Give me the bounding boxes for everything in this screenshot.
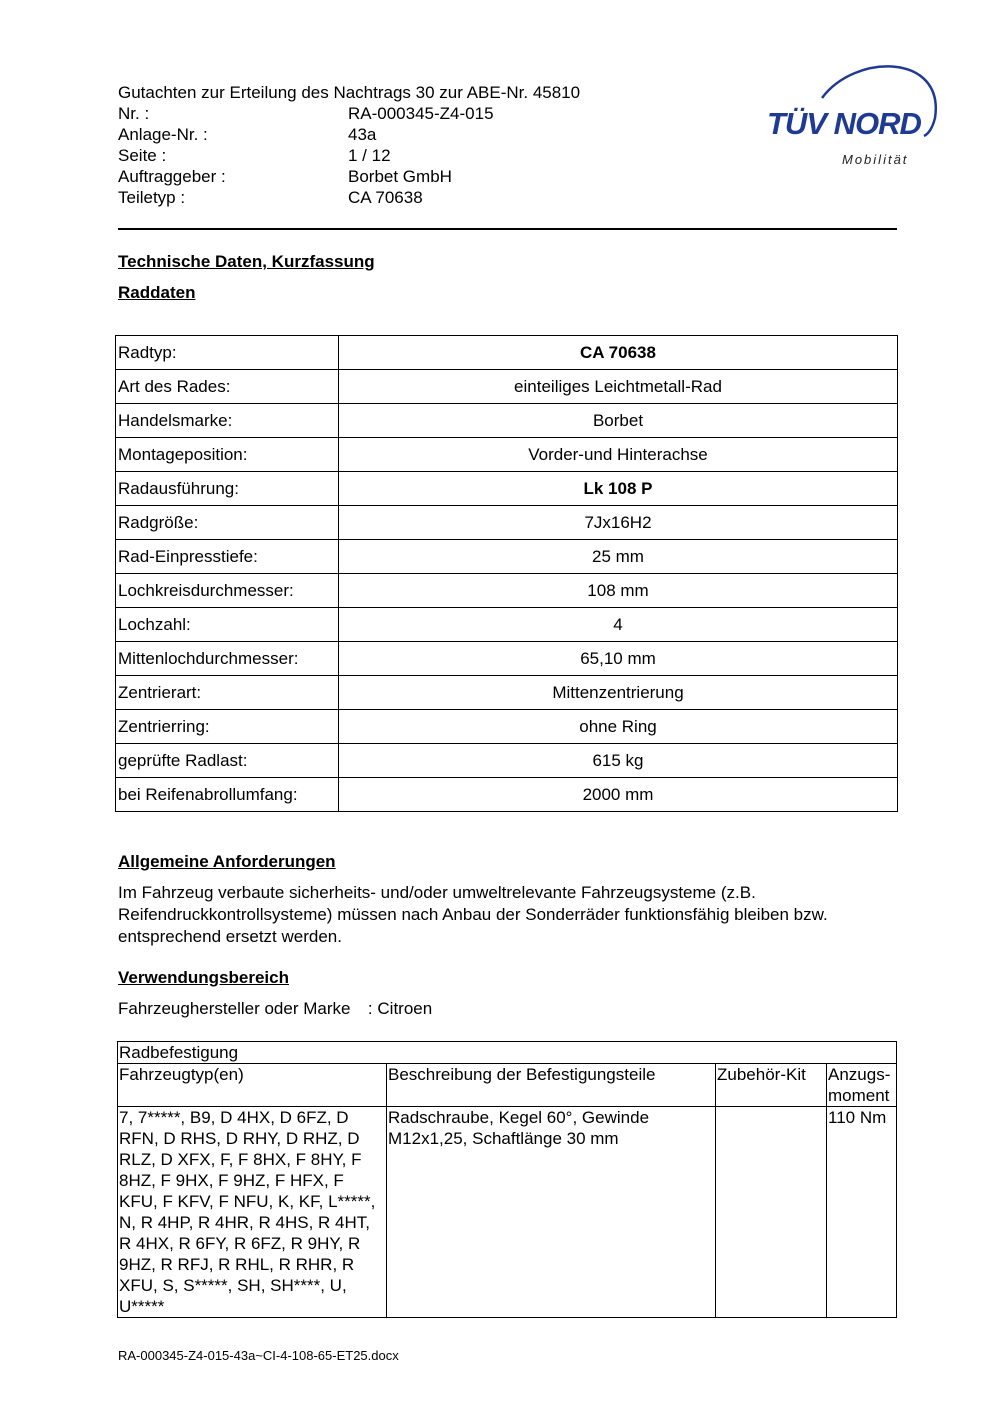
- hersteller-line: [118, 998, 908, 1020]
- table-row: [116, 642, 898, 676]
- hersteller-value: Citroen: [377, 999, 433, 1018]
- raddaten-value: CA 70638: [339, 336, 898, 370]
- column-header: Beschreibung der Befestigungsteile: [387, 1064, 716, 1107]
- footer-filename: RA-000345-Z4-015-43a~CI-4-108-65-ET25.docx: [118, 1348, 399, 1363]
- raddaten-label: Handelsmarke:: [116, 404, 339, 438]
- column-header: Anzugs-moment: [827, 1064, 897, 1107]
- column-header: Zubehör-Kit: [716, 1064, 827, 1107]
- header-label: Seite :: [118, 146, 167, 165]
- logo-brand: TÜV NORD: [767, 106, 921, 141]
- table-row: [118, 1107, 897, 1318]
- raddaten-value: Lk 108 P: [339, 472, 898, 506]
- document-title: Gutachten zur Erteilung des Nachtrags 30 zur ABE-Nr. 45810: [118, 83, 581, 102]
- table-row: [118, 1042, 897, 1064]
- fahrzeugtypen-cell: 7, 7*****, B9, D 4HX, D 6FZ, D RFN, D RHS, D RHY, D RHZ, D RLZ, D XFX, F, F 8HX, F 8HY, F 8HZ, F 9HX, F 9HZ, F HFX, F KFU, F KFV, F NFU, K, KF, L*****, N, R 4HP, R 4HR, R 4HS, R 4HT, R 4HX, R 6FY, R 6FZ, R 9HY, R 9HZ, R RFJ, R RHL, R RHR, R XFU, S, S*****, SH, SH****, U, U*****: [118, 1107, 387, 1318]
- table-row: [116, 404, 898, 438]
- section-heading-allgemein: Allgemeine Anforderungen: [118, 852, 336, 871]
- raddaten-label: Art des Rades:: [116, 370, 339, 404]
- table-header-row: [118, 1064, 897, 1107]
- raddaten-value: 615 kg: [339, 744, 898, 778]
- raddaten-value: Vorder-und Hinterachse: [339, 438, 898, 472]
- beschreibung-cell: Radschraube, Kegel 60°, Gewinde M12x1,25, Schaftlänge 30 mm: [387, 1107, 716, 1318]
- anzugsmoment-cell: 110 Nm: [827, 1107, 897, 1318]
- table-row: [116, 778, 898, 812]
- raddaten-value: einteiliges Leichtmetall-Rad: [339, 370, 898, 404]
- table-row: [116, 472, 898, 506]
- header-row: [118, 124, 678, 145]
- raddaten-label: geprüfte Radlast:: [116, 744, 339, 778]
- header-row: [118, 166, 678, 187]
- logo-subtitle: Mobilität: [842, 152, 909, 167]
- column-header: Fahrzeugtyp(en): [118, 1064, 387, 1107]
- raddaten-label: Zentrierart:: [116, 676, 339, 710]
- raddaten-label: Lochzahl:: [116, 608, 339, 642]
- table-row: [116, 370, 898, 404]
- raddaten-value: Borbet: [339, 404, 898, 438]
- table-row: [116, 336, 898, 370]
- raddaten-value: 108 mm: [339, 574, 898, 608]
- section-heading-tech: Technische Daten, Kurzfassung: [118, 252, 375, 271]
- hersteller-label: Fahrzeughersteller oder Marke: [118, 999, 351, 1018]
- header-label: Nr. :: [118, 104, 150, 123]
- raddaten-label: Zentrierring:: [116, 710, 339, 744]
- table-row: [116, 676, 898, 710]
- raddaten-label: Rad-Einpresstiefe:: [116, 540, 339, 574]
- raddaten-value: 25 mm: [339, 540, 898, 574]
- raddaten-value: ohne Ring: [339, 710, 898, 744]
- raddaten-value: 4: [339, 608, 898, 642]
- header-row: [118, 145, 678, 166]
- raddaten-label: bei Reifenabrollumfang:: [116, 778, 339, 812]
- table-row: [116, 506, 898, 540]
- allgemein-paragraph: Im Fahrzeug verbaute sicherheits- und/oder umweltrelevante Fahrzeugsysteme (z.B. Reifendruckkontrollsysteme) müssen nach Anbau der Sonderräder funktionsfähig bleiben bzw. entsprechend ersetzt werden.: [118, 883, 828, 946]
- document-header: [118, 82, 678, 208]
- raddaten-label: Radtyp:: [116, 336, 339, 370]
- raddaten-label: Lochkreisdurchmesser:: [116, 574, 339, 608]
- section-heading-raddaten: Raddaten: [118, 283, 196, 302]
- header-label: Anlage-Nr. :: [118, 125, 208, 144]
- header-value: CA 70638: [348, 188, 423, 207]
- befestigung-title: Radbefestigung: [118, 1042, 897, 1064]
- header-divider: [118, 228, 897, 230]
- befestigung-table: [117, 1041, 897, 1318]
- section-heading-verwendung: Verwendungsbereich: [118, 968, 289, 987]
- raddaten-value: 2000 mm: [339, 778, 898, 812]
- zubehoer-kit-cell: [716, 1107, 827, 1318]
- table-row: [116, 608, 898, 642]
- raddaten-value: 65,10 mm: [339, 642, 898, 676]
- raddaten-value: Mittenzentrierung: [339, 676, 898, 710]
- header-value: 43a: [348, 125, 377, 144]
- raddaten-table: [115, 335, 898, 812]
- header-value: 1 / 12: [348, 146, 391, 165]
- table-row: [116, 744, 898, 778]
- table-row: [116, 574, 898, 608]
- tuv-nord-logo: [760, 58, 950, 178]
- header-value: RA-000345-Z4-015: [348, 104, 494, 123]
- table-row: [116, 438, 898, 472]
- header-label: Teiletyp :: [118, 188, 186, 207]
- raddaten-label: Mittenlochdurchmesser:: [116, 642, 339, 676]
- header-row: [118, 103, 678, 124]
- table-row: [116, 710, 898, 744]
- hersteller-separator: :: [367, 999, 373, 1018]
- header-row: [118, 187, 678, 208]
- header-label: Auftraggeber :: [118, 167, 226, 186]
- raddaten-value: 7Jx16H2: [339, 506, 898, 540]
- table-row: [116, 540, 898, 574]
- raddaten-label: Montageposition:: [116, 438, 339, 472]
- raddaten-label: Radgröße:: [116, 506, 339, 540]
- raddaten-label: Radausführung:: [116, 472, 339, 506]
- header-value: Borbet GmbH: [348, 167, 452, 186]
